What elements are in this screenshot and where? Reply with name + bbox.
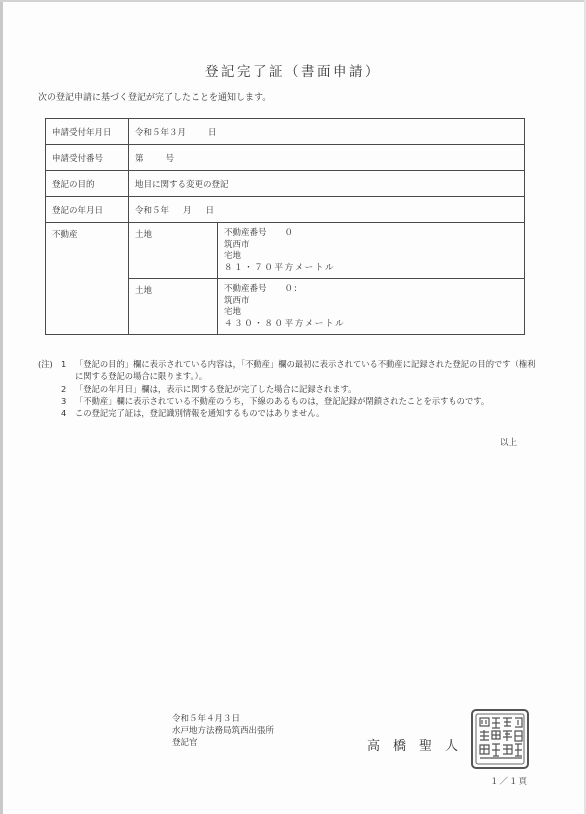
row-label: 登記の目的 xyxy=(46,171,129,197)
property-area: ８１・７０平方メートル xyxy=(224,262,336,273)
property-location: 筑西市 xyxy=(224,239,250,250)
property-number-value: ０ xyxy=(284,228,295,238)
document-title: 登記完了証（書面申請） xyxy=(205,64,381,80)
value-part: 令和５年３月 xyxy=(135,127,187,138)
note-number: 3 xyxy=(61,395,67,406)
property-area: ４３０・８０平方メートル xyxy=(224,318,346,329)
property-number-value: ０: xyxy=(284,284,298,294)
value-part: 第 xyxy=(135,153,144,164)
notes-section xyxy=(38,358,538,419)
row-label: 申請受付年月日 xyxy=(46,119,129,145)
closing-mark: 以上 xyxy=(500,438,518,448)
note-text: この登記完了証は，登記識別情報を通知するものではありません。 xyxy=(75,408,325,419)
intro-text: 次の登記申請に基づく登記が完了したことを通知します。 xyxy=(38,93,272,103)
property-detail xyxy=(218,223,525,279)
property-detail xyxy=(218,279,525,335)
note-text: 「登記の年月日」欄は，表示に関する登記が完了した場合に記録されます。 xyxy=(75,383,357,394)
page-number: １／１頁 xyxy=(490,777,529,787)
property-number-label: 不動産番号 xyxy=(224,284,267,294)
note-number: 1 xyxy=(61,359,67,369)
note-item xyxy=(38,383,538,395)
note-item xyxy=(38,407,538,419)
value-part: 月 xyxy=(183,205,192,216)
property-category: 宅地 xyxy=(224,251,242,261)
property-category: 宅地 xyxy=(224,307,242,317)
note-text: 「登記の目的」欄に表示されている内容は，「不動産」欄の最初に表示されている不動産に記録された登記の目的です（権利に関する登記の場合に限ります。）。 xyxy=(75,359,536,382)
registrar-name: 高橋聖人 xyxy=(367,739,472,754)
property-kind: 土地 xyxy=(129,279,218,335)
note-item xyxy=(38,358,538,383)
issuer-block xyxy=(172,713,274,749)
registration-table xyxy=(45,118,525,335)
row-value xyxy=(129,145,525,171)
table-row xyxy=(46,197,525,223)
issue-date: 令和５年４月３日 xyxy=(172,714,241,724)
note-number: 2 xyxy=(61,383,67,394)
page-edge xyxy=(0,0,3,814)
note-number: 4 xyxy=(61,408,67,419)
property-number xyxy=(224,228,518,240)
property-location: 筑西市 xyxy=(224,295,250,306)
value-part: 日 xyxy=(205,205,215,216)
property-number xyxy=(224,284,518,296)
note-item xyxy=(38,395,538,407)
page-edge-top xyxy=(0,0,586,2)
value-part: 令和５年 xyxy=(135,205,170,216)
row-label: 登記の年月日 xyxy=(46,197,129,223)
row-label: 申請受付番号 xyxy=(46,145,129,171)
notes-head: (注) xyxy=(38,359,53,369)
issuing-office: 水戸地方法務局筑西出張所 xyxy=(172,726,275,736)
row-value xyxy=(129,197,525,223)
table-row xyxy=(46,171,525,197)
row-value: 地目に関する変更の登記 xyxy=(129,171,525,197)
property-number-label: 不動産番号 xyxy=(224,228,267,238)
table-row xyxy=(46,223,525,279)
registrar-role: 登記官 xyxy=(172,738,198,748)
table-row xyxy=(46,119,525,145)
property-label: 不動産 xyxy=(46,223,129,335)
property-kind: 土地 xyxy=(129,223,218,279)
table-row xyxy=(46,145,525,171)
official-seal-icon xyxy=(470,708,530,770)
value-part: 日 xyxy=(208,127,217,138)
note-text: 「不動産」欄に表示されている不動産のうち，下線のあるものは，登記記録が閉鎖されたことを示すものです。 xyxy=(75,395,490,406)
value-part: 号 xyxy=(165,153,175,164)
row-value xyxy=(129,119,525,145)
